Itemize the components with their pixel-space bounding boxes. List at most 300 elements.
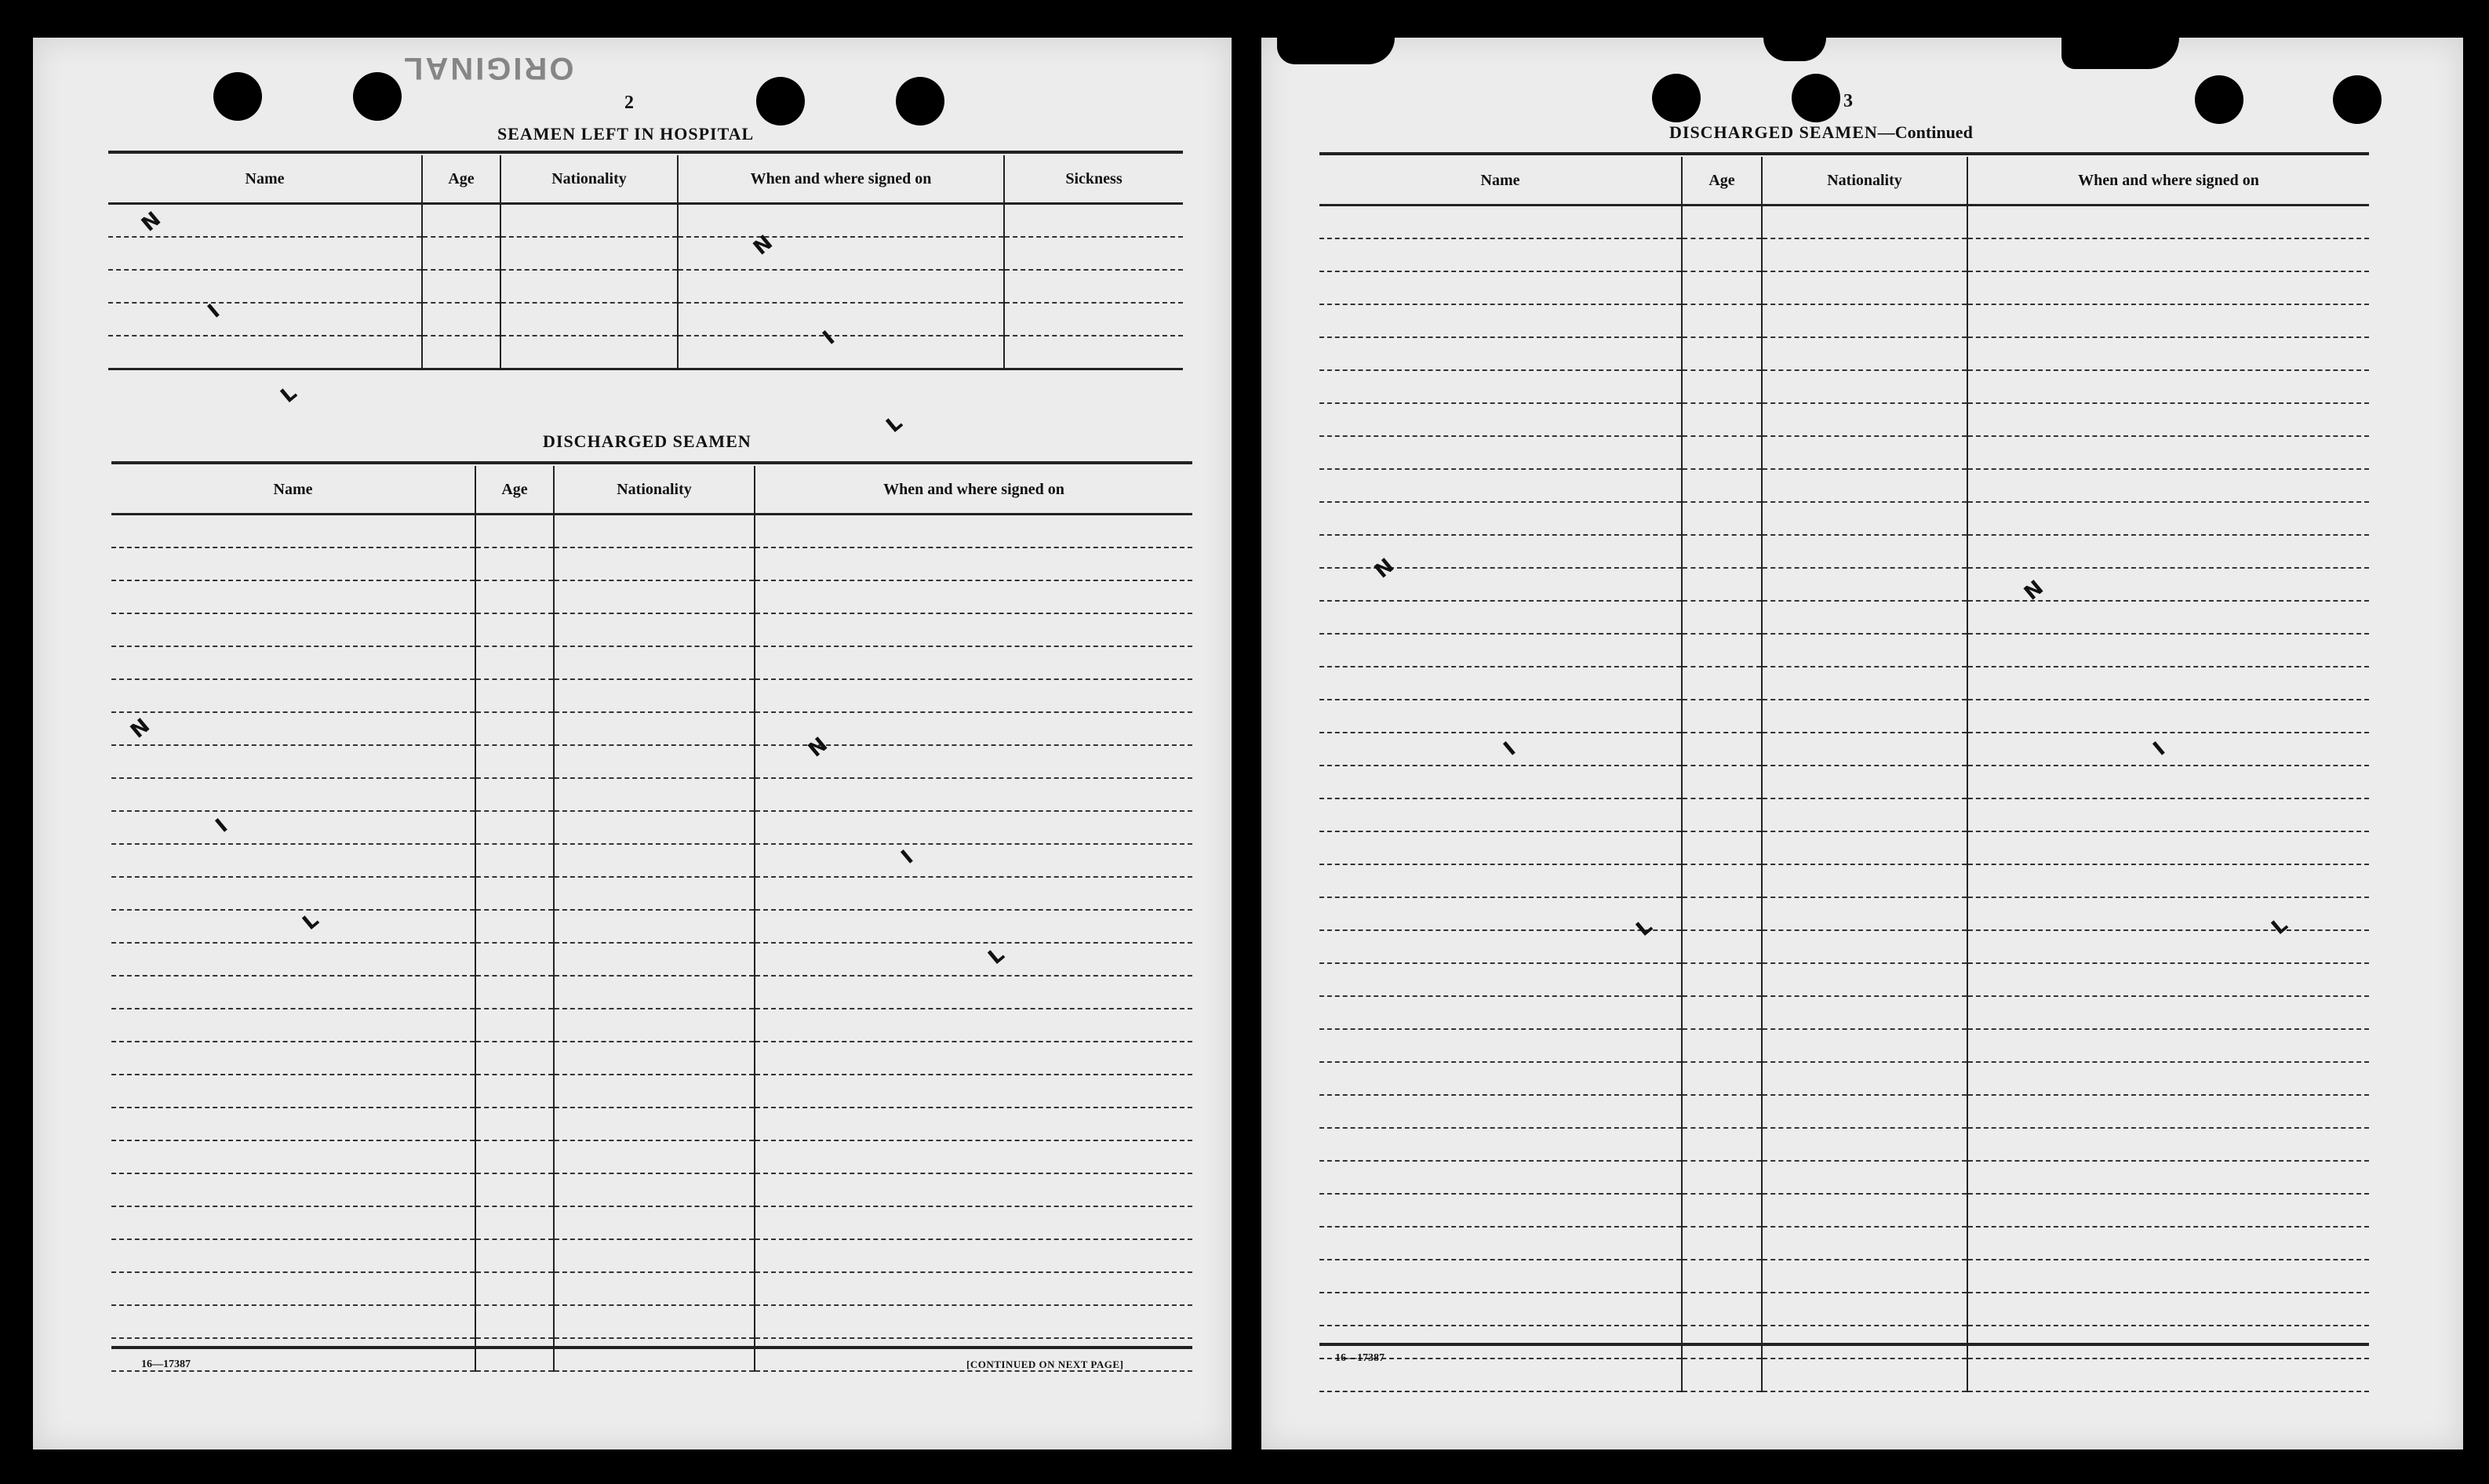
table-cell: [475, 1173, 554, 1206]
table-cell: [1682, 1293, 1762, 1326]
table-cell: [1967, 733, 2369, 766]
table-cell: [1682, 700, 1762, 733]
table-cell: [755, 613, 1192, 646]
table-cell: [1967, 1161, 2369, 1194]
table-cell: [475, 1108, 554, 1140]
punch-hole: [1652, 74, 1701, 122]
nil-mark: L: [298, 908, 324, 935]
table-cell: [1762, 1062, 1967, 1095]
table-row: [1319, 206, 2369, 239]
table-row: [111, 580, 1192, 613]
table-cell: [1682, 733, 1762, 766]
punch-hole: [213, 72, 262, 121]
title-continued: —Continued: [1877, 122, 1973, 142]
table-cell: [1967, 1095, 2369, 1128]
table-row: [111, 1206, 1192, 1239]
table-cell: [1682, 370, 1762, 403]
table-row: [1319, 634, 2369, 667]
table-cell: [111, 1272, 475, 1305]
table-row: [111, 877, 1192, 910]
table-cell: [111, 745, 475, 778]
table-cell: [1319, 798, 1682, 831]
table-cell: [1682, 1029, 1762, 1062]
table-cell: [1762, 238, 1967, 271]
nil-mark: N: [126, 714, 155, 744]
table-cell: [475, 811, 554, 844]
table-cell: [475, 1338, 554, 1371]
table-cell: [475, 1272, 554, 1305]
table-cell: [1319, 733, 1682, 766]
table-cell: [111, 910, 475, 943]
original-stamp: ORIGINAL: [402, 51, 574, 85]
table-row: [111, 943, 1192, 976]
table-cell: [1319, 996, 1682, 1029]
table-cell: [755, 976, 1192, 1009]
table-cell: [1967, 238, 2369, 271]
table-cell: [1762, 469, 1967, 502]
table-cell: [1682, 1161, 1762, 1194]
table-cell: [1967, 831, 2369, 864]
col-sickness: Sickness: [1004, 155, 1183, 204]
table-row: [1319, 930, 2369, 963]
table-cell: [1762, 568, 1967, 601]
section-rule: [1319, 152, 2369, 155]
table-cell: [1682, 271, 1762, 304]
table-cell: [1967, 634, 2369, 667]
table-cell: [755, 1009, 1192, 1042]
table-cell: [554, 646, 755, 679]
table-cell: [111, 1239, 475, 1272]
table-cell: [554, 745, 755, 778]
table-cell: [1682, 1260, 1762, 1293]
table-cell: [475, 613, 554, 646]
punch-hole: [756, 77, 805, 125]
table-cell: [475, 943, 554, 976]
table-cell: [1762, 996, 1967, 1029]
table-row: [1319, 1260, 2369, 1293]
table-cell: [1967, 766, 2369, 798]
table-cell: [111, 547, 475, 580]
table-cell: [475, 1206, 554, 1239]
table-cell: [1762, 271, 1967, 304]
table-cell: [554, 515, 755, 548]
table-cell: [1682, 403, 1762, 436]
table-row: [1319, 502, 2369, 535]
table-row: [1319, 798, 2369, 831]
table-row: [1319, 897, 2369, 930]
table-cell: [755, 1239, 1192, 1272]
table-row: [111, 646, 1192, 679]
table-row: [1319, 568, 2369, 601]
section-rule: [111, 461, 1192, 464]
table-row: [1319, 667, 2369, 700]
torn-edge: [2061, 38, 2179, 69]
table-cell: [1967, 436, 2369, 469]
table-row: [111, 844, 1192, 877]
table-cell: [111, 1206, 475, 1239]
col-name: Name: [1319, 157, 1682, 206]
discharged-table: [111, 466, 1192, 1372]
table-cell: [475, 515, 554, 548]
table-cell: [1762, 206, 1967, 239]
punch-hole: [2195, 75, 2243, 124]
table-cell: [554, 877, 755, 910]
table-cell: [1762, 798, 1967, 831]
col-name: Name: [111, 466, 475, 515]
table-cell: [1682, 469, 1762, 502]
table-cell: [1319, 1194, 1682, 1227]
table-cell: [1682, 1128, 1762, 1161]
table-cell: [554, 1272, 755, 1305]
table-cell: [554, 679, 755, 712]
table-cell: [1682, 1359, 1762, 1391]
table-cell: [755, 844, 1192, 877]
table-cell: [475, 778, 554, 811]
table-cell: [755, 1173, 1192, 1206]
table-cell: [554, 844, 755, 877]
table-cell: [554, 1140, 755, 1173]
table-cell: [1967, 206, 2369, 239]
table-cell: [1762, 897, 1967, 930]
table-cell: [1762, 1260, 1967, 1293]
table-cell: [1682, 1095, 1762, 1128]
table-row: [1319, 831, 2369, 864]
table-cell: [1682, 206, 1762, 239]
table-cell: [1682, 502, 1762, 535]
table-row: [111, 1009, 1192, 1042]
punch-hole: [2333, 75, 2382, 124]
table-row: [1319, 601, 2369, 634]
table-cell: [554, 778, 755, 811]
table-cell: [1762, 1128, 1967, 1161]
table-cell: [755, 1206, 1192, 1239]
table-cell: [1762, 1326, 1967, 1359]
table-cell: [1682, 766, 1762, 798]
table-row: [1319, 1194, 2369, 1227]
table-row: [111, 811, 1192, 844]
table-cell: [554, 1239, 755, 1272]
table-cell: [1967, 304, 2369, 337]
table-cell: [1762, 304, 1967, 337]
table-cell: [111, 1042, 475, 1075]
table-cell: [554, 1173, 755, 1206]
table-cell: [1319, 238, 1682, 271]
table-cell: [1319, 1293, 1682, 1326]
table-cell: [1967, 667, 2369, 700]
table-cell: [755, 547, 1192, 580]
table-cell: [1762, 667, 1967, 700]
col-age: Age: [475, 466, 554, 515]
table-cell: [554, 943, 755, 976]
table-row: [111, 745, 1192, 778]
nil-mark: N: [1370, 554, 1399, 584]
table-cell: [554, 1042, 755, 1075]
nil-mark: N: [136, 207, 166, 237]
table-cell: [1967, 1359, 2369, 1391]
col-signed-on: When and where signed on: [1967, 157, 2369, 206]
table-cell: [475, 844, 554, 877]
table-cell: [1319, 469, 1682, 502]
table-cell: [755, 811, 1192, 844]
table-cell: [111, 976, 475, 1009]
table-cell: [1762, 337, 1967, 370]
table-row: [1319, 535, 2369, 568]
table-row: [1319, 1359, 2369, 1391]
table-row: [111, 1075, 1192, 1108]
table-cell: [111, 877, 475, 910]
nil-mark: I: [897, 846, 919, 869]
table-cell: [111, 1173, 475, 1206]
table-cell: [111, 515, 475, 548]
table-cell: [1319, 1095, 1682, 1128]
table-cell: [1967, 1128, 2369, 1161]
col-age: Age: [1682, 157, 1762, 206]
table-cell: [1967, 403, 2369, 436]
table-cell: [1682, 1062, 1762, 1095]
form-code: 16—17387: [1335, 1352, 1385, 1364]
table-cell: [475, 1239, 554, 1272]
table-cell: [1762, 436, 1967, 469]
table-row: [111, 1305, 1192, 1338]
table-cell: [1967, 370, 2369, 403]
table-cell: [755, 1272, 1192, 1305]
table-cell: [554, 910, 755, 943]
table-cell: [1682, 1326, 1762, 1359]
col-nationality: Nationality: [554, 466, 755, 515]
nil-mark: L: [882, 411, 908, 438]
nil-mark: I: [1499, 737, 1521, 761]
table-row: [111, 515, 1192, 548]
table-cell: [554, 1338, 755, 1371]
nil-mark: I: [211, 814, 233, 838]
page-number: 2: [624, 93, 634, 113]
nil-mark: N: [2019, 576, 2048, 606]
table-row: [1319, 963, 2369, 996]
table-row: [1319, 238, 2369, 271]
table-cell: [111, 1140, 475, 1173]
table-row: [1319, 766, 2369, 798]
punch-hole: [353, 72, 402, 121]
section-rule: [108, 151, 1183, 154]
table-cell: [1319, 304, 1682, 337]
table-cell: [1319, 601, 1682, 634]
table-row: [1319, 271, 2369, 304]
table-cell: [1762, 634, 1967, 667]
table-cell: [554, 613, 755, 646]
nil-mark: I: [2149, 737, 2171, 761]
col-nationality: Nationality: [500, 155, 678, 204]
table-row: [108, 336, 1183, 369]
table-cell: [111, 712, 475, 745]
table-row: [1319, 1293, 2369, 1326]
table-cell: [755, 515, 1192, 548]
table-cell: [475, 910, 554, 943]
continued-note: [CONTINUED ON NEXT PAGE]: [966, 1359, 1124, 1370]
table-cell: [554, 580, 755, 613]
table-cell: [1762, 1227, 1967, 1260]
table-cell: [1762, 766, 1967, 798]
table-row: [1319, 1326, 2369, 1359]
table-cell: [1682, 667, 1762, 700]
table-cell: [1762, 733, 1967, 766]
table-row: [1319, 304, 2369, 337]
table-cell: [111, 1305, 475, 1338]
table-cell: [1967, 1062, 2369, 1095]
table-row: [111, 1239, 1192, 1272]
table-cell: [1762, 700, 1967, 733]
page-number: 3: [1843, 91, 1853, 111]
table-cell: [1319, 502, 1682, 535]
title-text: DISCHARGED SEAMEN: [1669, 122, 1878, 142]
table-cell: [111, 844, 475, 877]
table-row: [111, 778, 1192, 811]
table-cell: [1762, 601, 1967, 634]
table-cell: [1682, 436, 1762, 469]
table-cell: [1967, 1260, 2369, 1293]
table-cell: [1967, 700, 2369, 733]
table-cell: [1762, 1161, 1967, 1194]
table-cell: [1762, 1029, 1967, 1062]
nil-mark: L: [1632, 915, 1658, 941]
table-cell: [755, 1140, 1192, 1173]
nil-mark: N: [803, 733, 832, 762]
table-row: [1319, 370, 2369, 403]
table-cell: [1682, 963, 1762, 996]
table-cell: [755, 580, 1192, 613]
nil-mark: L: [984, 943, 1010, 969]
table-cell: [111, 1009, 475, 1042]
table-cell: [1319, 766, 1682, 798]
table-cell: [755, 943, 1192, 976]
table-row: [111, 613, 1192, 646]
table-cell: [1319, 700, 1682, 733]
table-cell: [475, 547, 554, 580]
table-cell: [1682, 864, 1762, 897]
table-cell: [1967, 271, 2369, 304]
table-cell: [1762, 930, 1967, 963]
discharged-continued-title: [1669, 122, 1973, 143]
table-cell: [755, 679, 1192, 712]
table-cell: [1682, 535, 1762, 568]
form-code: 16—17387: [141, 1359, 191, 1370]
table-cell: [111, 613, 475, 646]
table-cell: [554, 1075, 755, 1108]
col-nationality: Nationality: [1762, 157, 1967, 206]
table-cell: [111, 811, 475, 844]
table-row: [1319, 996, 2369, 1029]
table-cell: [755, 1108, 1192, 1140]
right-form-page: [1261, 38, 2463, 1449]
table-cell: [1319, 337, 1682, 370]
table-cell: [1967, 1029, 2369, 1062]
table-cell: [475, 1042, 554, 1075]
table-cell: [1319, 963, 1682, 996]
nil-mark: I: [203, 300, 225, 323]
table-cell: [1967, 930, 2369, 963]
table-row: [1319, 1128, 2369, 1161]
table-row: [111, 547, 1192, 580]
table-cell: [1682, 996, 1762, 1029]
table-cell: [1682, 1227, 1762, 1260]
table-cell: [755, 1305, 1192, 1338]
table-cell: [1682, 897, 1762, 930]
discharged-section-title: DISCHARGED SEAMEN: [543, 431, 751, 451]
table-cell: [1967, 963, 2369, 996]
table-cell: [111, 679, 475, 712]
table-row: [111, 1140, 1192, 1173]
table-cell: [1319, 897, 1682, 930]
table-cell: [1762, 1293, 1967, 1326]
left-form-page: [33, 38, 1232, 1449]
table-cell: [1967, 996, 2369, 1029]
table-cell: [475, 712, 554, 745]
table-row: [1319, 700, 2369, 733]
col-name: Name: [108, 155, 422, 204]
table-cell: [554, 712, 755, 745]
table-cell: [554, 1206, 755, 1239]
nil-mark: N: [748, 231, 777, 260]
table-row: [1319, 436, 2369, 469]
table-cell: [1967, 864, 2369, 897]
table-cell: [1682, 568, 1762, 601]
table-row: [1319, 403, 2369, 436]
table-row: [1319, 733, 2369, 766]
table-row: [108, 237, 1183, 270]
table-cell: [111, 1108, 475, 1140]
table-row: [111, 1173, 1192, 1206]
table-cell: [1319, 1260, 1682, 1293]
table-cell: [1967, 1326, 2369, 1359]
discharged-continued-table: [1319, 157, 2369, 1392]
table-cell: [1762, 1095, 1967, 1128]
table-cell: [554, 976, 755, 1009]
table-cell: [554, 1305, 755, 1338]
nil-mark: I: [818, 326, 840, 350]
table-cell: [1319, 436, 1682, 469]
table-cell: [111, 778, 475, 811]
table-cell: [475, 1075, 554, 1108]
table-row: [111, 1272, 1192, 1305]
table-cell: [1319, 1062, 1682, 1095]
hospital-table: [108, 155, 1183, 370]
table-cell: [1319, 1128, 1682, 1161]
table-cell: [475, 877, 554, 910]
table-cell: [554, 1108, 755, 1140]
table-row: [1319, 469, 2369, 502]
table-row: [1319, 1029, 2369, 1062]
table-cell: [1682, 831, 1762, 864]
table-cell: [1762, 1359, 1967, 1391]
table-cell: [1682, 930, 1762, 963]
table-cell: [1682, 634, 1762, 667]
nil-mark: L: [2267, 913, 2293, 940]
table-cell: [1967, 1227, 2369, 1260]
table-row: [1319, 337, 2369, 370]
table-cell: [111, 646, 475, 679]
bottom-rule: [1319, 1343, 2369, 1346]
table-row: [111, 910, 1192, 943]
table-cell: [1762, 1194, 1967, 1227]
table-cell: [1967, 337, 2369, 370]
torn-edge: [1763, 38, 1826, 61]
table-cell: [1682, 238, 1762, 271]
table-cell: [1967, 798, 2369, 831]
table-cell: [1967, 897, 2369, 930]
col-signed-on: When and where signed on: [678, 155, 1004, 204]
punch-hole: [1792, 74, 1840, 122]
table-cell: [755, 1075, 1192, 1108]
table-cell: [1319, 634, 1682, 667]
